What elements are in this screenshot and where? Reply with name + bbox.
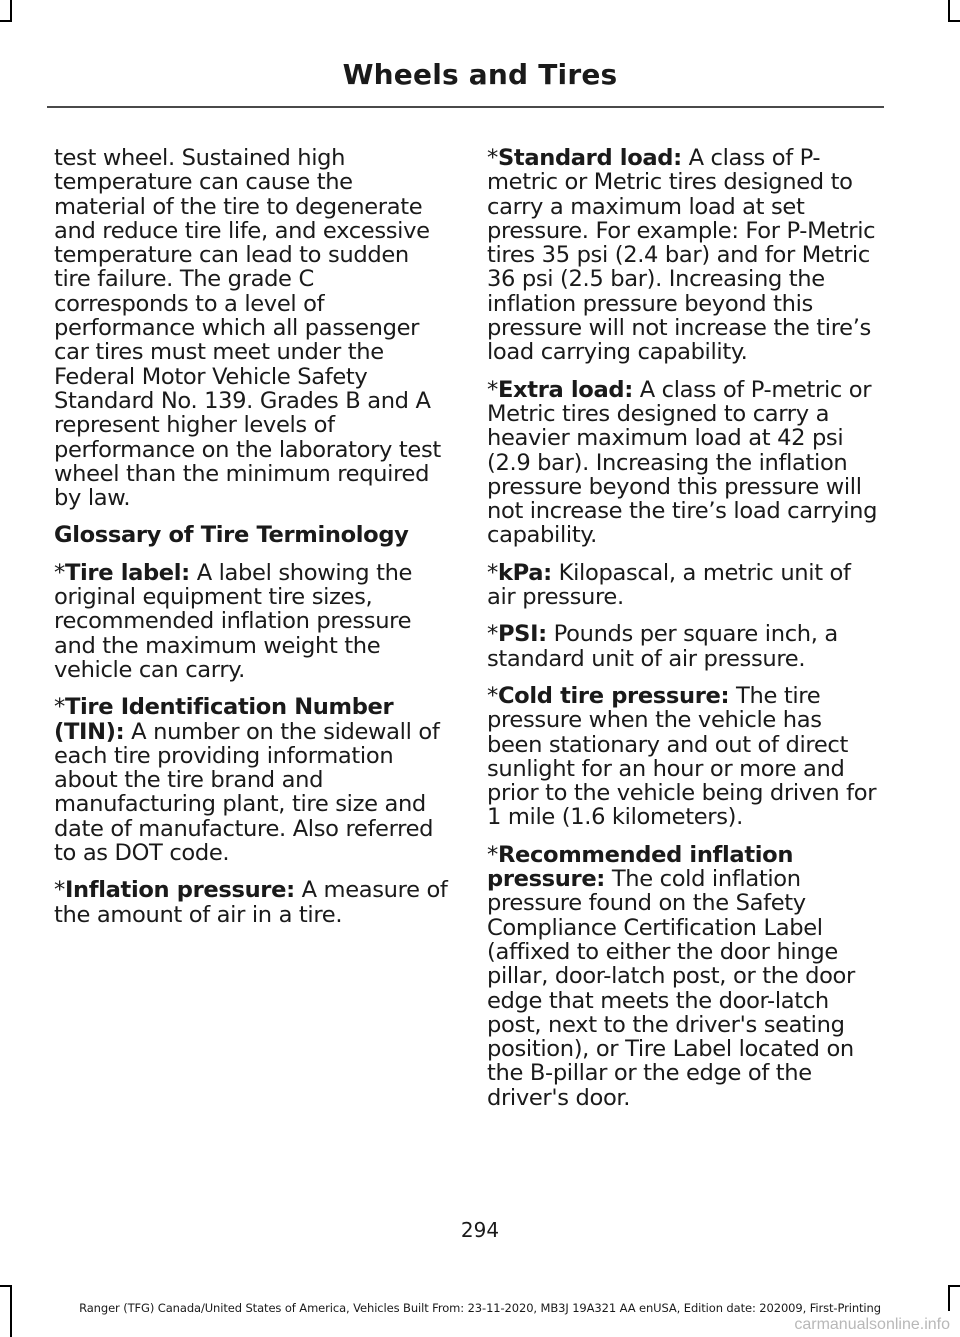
entry-marker: * (487, 145, 498, 171)
left-column (54, 146, 449, 940)
page-title: Wheels and Tires (342, 58, 618, 91)
header-divider (47, 106, 884, 108)
entry-marker: * (54, 694, 65, 721)
entry-marker: * (54, 877, 65, 904)
entry-definition: The tire pressure when the vehicle has been stationary and out of direct sunlight for an hour or more and prior to the vehicle being driven for 1 mile (1.6 kilometers). (487, 682, 877, 831)
entry-marker: * (487, 682, 498, 709)
glossary-entry-cold-tire-pressure (487, 684, 882, 830)
crop-mark-top-left-h (0, 20, 12, 22)
entry-marker: * (487, 376, 498, 403)
glossary-entry-standard-load (487, 146, 882, 365)
crop-mark-bottom-left-h (0, 1285, 12, 1287)
entry-marker: * (54, 559, 65, 586)
footer-text: Ranger (TFG) Canada/United States of America, Vehicles Built From: 23-11-2020, MB3J 19A321 AA enUSA, Edition date: 202009, First-Printing (79, 1301, 881, 1315)
glossary-entry-kpa (487, 561, 882, 610)
glossary-heading: Glossary of Tire Terminology (54, 522, 409, 549)
entry-definition: A measure of the amount of air in a tire. (54, 877, 448, 928)
entry-definition: A class of P-metric or Metric tires designed to carry a maximum load at set pressure. For example: For P-Metric tires 35 psi (2.4 bar) and for Metric 36 psi (2.5 bar). Increasing the inflation pressure beyond this pressure will not increase the tire’s load carrying capability. (487, 145, 876, 366)
glossary-entry-extra-load (487, 378, 882, 548)
entry-definition: A class of P-metric or Metric tires designed to carry a heavier maximum load at 42 psi (2.9 bar). Increasing the inflation pressure beyond this pressure will not increase the tire’s load carrying capability. (487, 376, 878, 549)
entry-definition: A label showing the original equipment tire sizes, recommended inflation pressure and the maximum weight the vehicle can carry. (54, 559, 413, 683)
entry-definition: Pounds per square inch, a standard unit of air pressure. (487, 621, 838, 672)
right-column (487, 146, 882, 1123)
glossary-entry-psi (487, 622, 882, 671)
page-number: 294 (460, 1218, 500, 1242)
entry-term: Recommended inflation pressure: (487, 841, 794, 893)
entry-term: Cold tire pressure: (497, 682, 730, 709)
entry-marker: * (487, 559, 498, 586)
entry-term: Tire Identification Number (TIN): (54, 694, 394, 745)
entry-marker: * (487, 621, 498, 648)
glossary-entry-tire-label (54, 561, 449, 682)
crop-mark-bottom-right-h (948, 1285, 960, 1287)
entry-term: Tire label: (64, 559, 190, 586)
entry-definition: A number on the sidewall of each tire providing information about the tire brand and manufacturing plant, tire size and date of manufacture. Also referred to as DOT code. (54, 718, 440, 867)
intro-paragraph: test wheel. Sustained high temperature can cause the material of the tire to degenerate and reduce tire life, and excessive temperature can lead to sudden tire failure. The grade C corresponds to a level of performance which all passenger car tires must meet under the Federal Motor Vehicle Safety Standard No. 139. Grades B and A represent higher levels of performance on the laboratory test wheel than the minimum required by law. (54, 145, 441, 512)
entry-term: kPa: (497, 559, 552, 586)
watermark: carmanualsonline.info (794, 1316, 950, 1333)
entry-term: Extra load: (497, 376, 633, 403)
entry-marker: * (487, 841, 498, 868)
entry-definition: The cold inflation pressure found on the Safety Compliance Certification Label (affixed to either the door hinge pillar, door-latch post, or the door edge that meets the door-latch post, next to the driver's seating position), or Tire Label located on the B-pillar or the edge of the driver's door. (487, 866, 855, 1111)
crop-mark-top-right-h (948, 20, 960, 22)
entry-term: PSI: (497, 621, 547, 648)
crop-mark-top-right-v (948, 0, 950, 22)
glossary-entry-inflation-pressure (54, 878, 449, 927)
entry-term: Inflation pressure: (64, 877, 295, 904)
glossary-entry-recommended-inflation-pressure (487, 843, 882, 1110)
entry-term: Standard load: (497, 145, 682, 171)
entry-definition: Kilopascal, a metric unit of air pressure. (487, 559, 851, 611)
crop-mark-top-left-v (10, 0, 12, 22)
glossary-entry-tin (54, 695, 449, 865)
